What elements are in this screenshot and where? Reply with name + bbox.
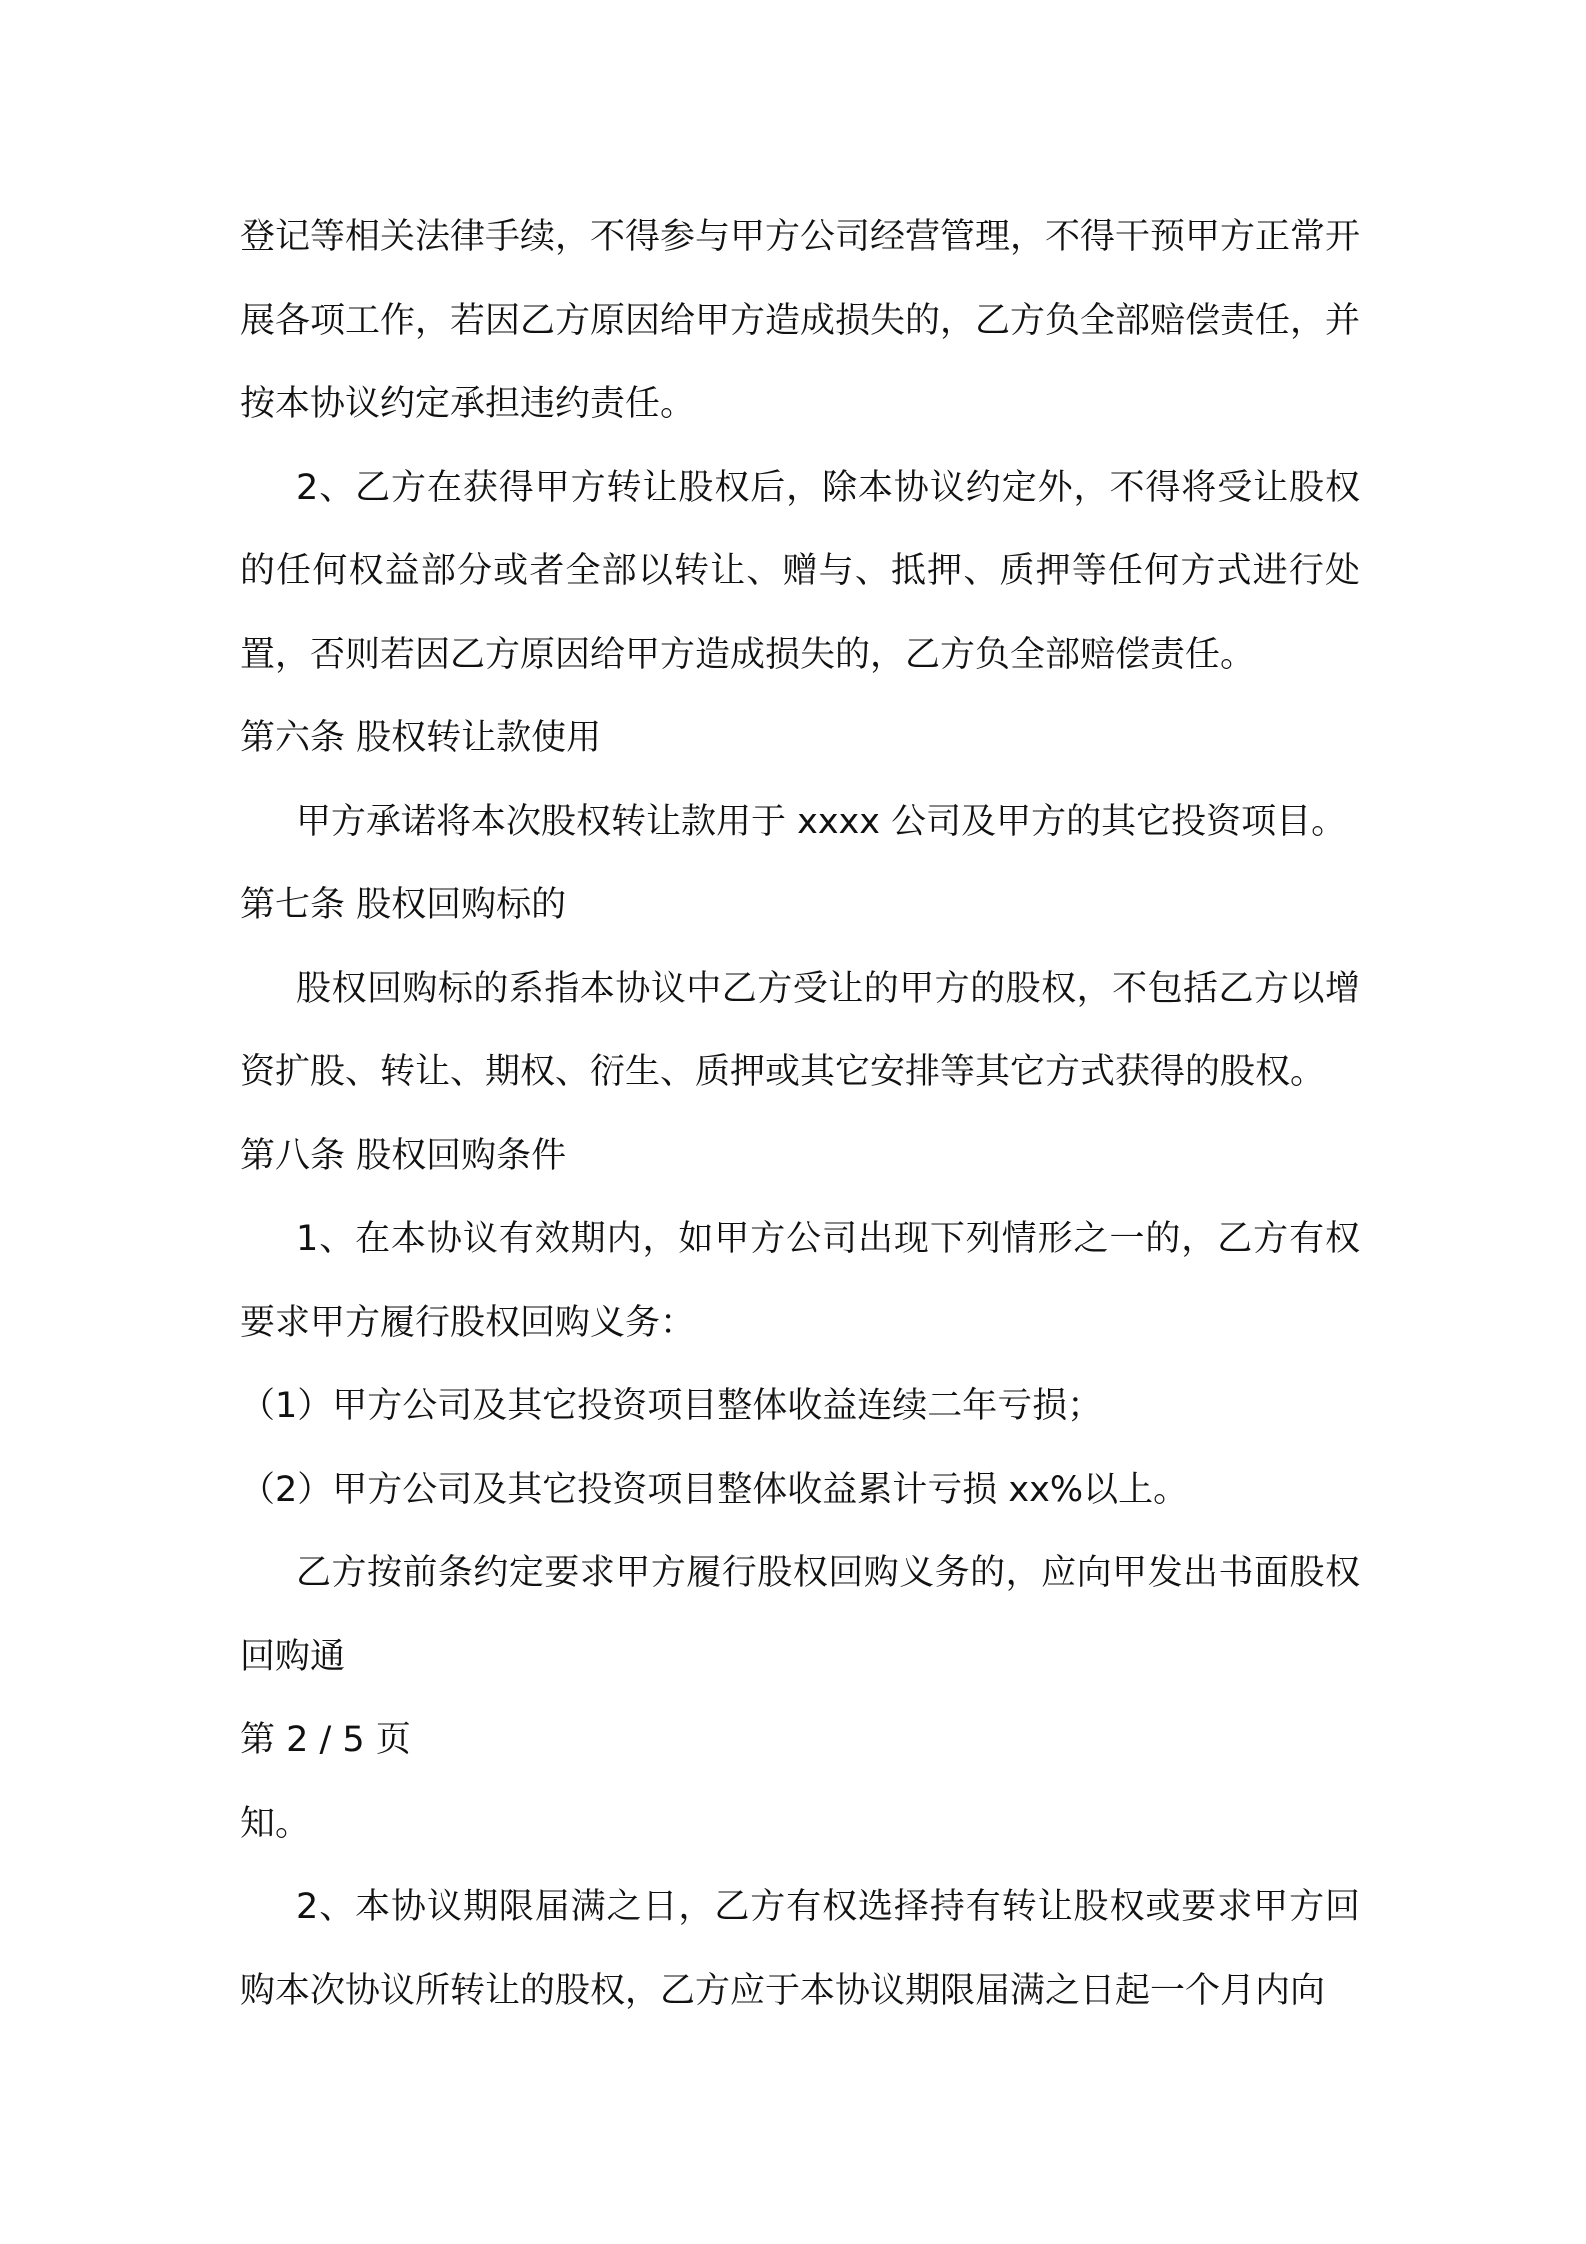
list-item-condition-2: （2）甲方公司及其它投资项目整体收益累计亏损 xx%以上。 [240,1469,1189,1510]
list-item-condition-1: （1）甲方公司及其它投资项目整体收益连续二年亏损； [240,1386,1103,1426]
paragraph-article-7-body: 股权回购标的系指本协议中乙方受让的甲方的股权，不包括乙方以增资扩股、转让、期权、衍生、质押或其它安排等其它方式获得的股权。 [240,968,1360,1092]
paragraph-clause-2-disposal: 2、乙方在获得甲方转让股权后，除本协议约定外，不得将受让股权的任何权益部分或者全部以转让、赠与、抵押、质押等任何方式进行处置，否则若因乙方原因给甲方造成损失的，乙方负全部赔偿责任。 [240,467,1360,675]
heading-article-7: 第七条 股权回购标的 [240,885,567,925]
heading-article-6: 第六条 股权转让款使用 [240,718,602,758]
page-number: 第 2 / 5 页 [240,1720,411,1760]
paragraph-buyback-notice: 乙方按前条约定要求甲方履行股权回购义务的，应向甲发出书面股权回购通 [240,1553,1360,1677]
paragraph-article-8-clause-1: 1、在本协议有效期内，如甲方公司出现下列情形之一的，乙方有权要求甲方履行股权回购义务： [240,1219,1360,1343]
document-body [240,196,1360,2033]
heading-article-8: 第八条 股权回购条件 [240,1135,567,1176]
paragraph-article-8-clause-2: 2、本协议期限届满之日，乙方有权选择持有转让股权或要求甲方回购本次协议所转让的股权，乙方应于本协议期限届满之日起一个月内向 [240,1887,1360,2011]
paragraph-article-6-body: 甲方承诺将本次股权转让款用于 xxxx 公司及甲方的其它投资项目。 [296,801,1347,842]
paragraph-registration-continuation: 登记等相关法律手续，不得参与甲方公司经营管理，不得干预甲方正常开展各项工作，若因乙方原因给甲方造成损失的，乙方负全部赔偿责任，并按本协议约定承担违约责任。 [240,217,1361,424]
paragraph-notice-continuation: 知。 [240,1803,311,1844]
